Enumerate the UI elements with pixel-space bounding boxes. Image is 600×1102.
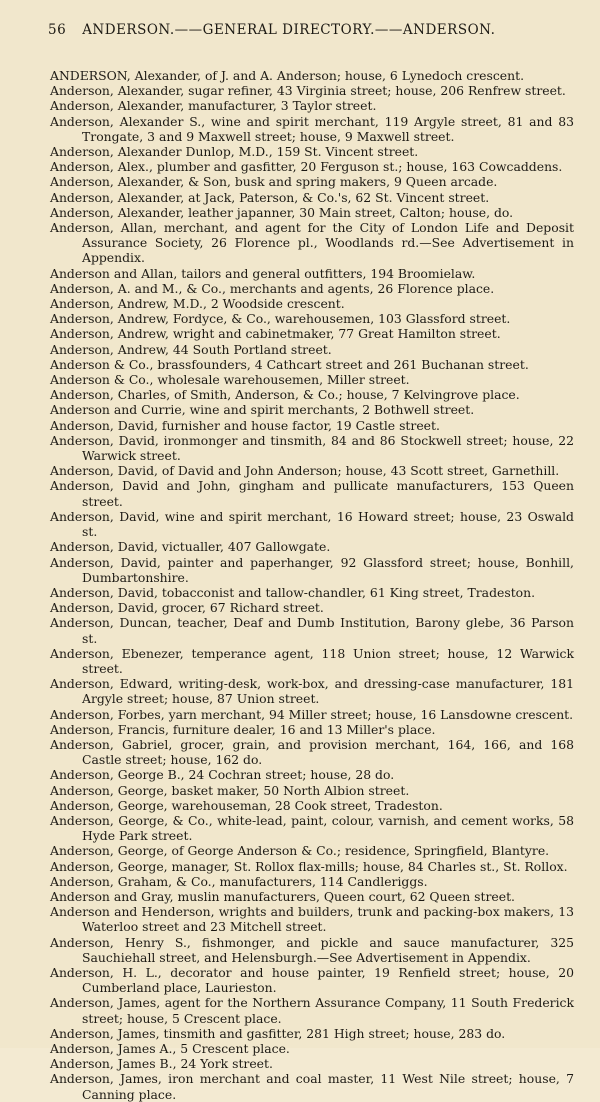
- directory-entry: Anderson, George B., 24 Cochran street; house, 28 do.: [50, 767, 395, 783]
- directory-entry: Anderson, George, & Co., white-lead, paint, colour, varnish, and cement works, 58 Hyde Park street.: [50, 812, 574, 844]
- page-header: [48, 22, 548, 38]
- directory-entry: Anderson, David, victualler, 407 Gallowgate.: [50, 539, 331, 555]
- directory-entry: Anderson, David, furnisher and house factor, 19 Castle street.: [50, 417, 440, 433]
- running-head-left: ANDERSON.: [82, 22, 175, 38]
- directory-entry: Anderson, James, tinsmith and gasfitter, 281 High street; house, 283 do.: [50, 1025, 506, 1041]
- directory-entry: Anderson, Alexander S., wine and spirit merchant, 119 Argyle street, 81 and 83 Trongate, 3 and 9 Maxwell street; house, 9 Maxwell street.: [50, 113, 574, 144]
- directory-entry: Anderson, Andrew, Fordyce, & Co., warehousemen, 103 Glassford street.: [50, 311, 511, 327]
- directory-entry: Anderson, James B., 24 York street.: [50, 1056, 273, 1072]
- directory-entry: Anderson & Co., brassfounders, 4 Cathcart street and 261 Buchanan street.: [50, 356, 529, 372]
- directory-entry: Anderson, Alexander, manufacturer, 3 Taylor street.: [50, 98, 377, 114]
- directory-entry: Anderson, Andrew, 44 South Portland street.: [50, 341, 332, 357]
- directory-entry: Anderson, Duncan, teacher, Deaf and Dumb Institution, Barony glebe, 36 Parson st.: [50, 615, 574, 646]
- directory-entry: Anderson and Allan, tailors and general outfitters, 194 Broomielaw.: [50, 265, 476, 281]
- header-dash-left: ——: [174, 22, 203, 38]
- directory-entry: Anderson and Gray, muslin manufacturers, Queen court, 62 Queen street.: [50, 888, 515, 904]
- directory-entry: Anderson, James, iron merchant and coal master, 11 West Nile street; house, 7 Canning place.: [50, 1071, 574, 1102]
- directory-entry: Anderson and Henderson, wrights and builders, trunk and packing-box makers, 13 Waterloo street and 23 Mitchell street.: [50, 904, 574, 935]
- directory-entry: Anderson, David, painter and paperhanger, 92 Glassford street; house, Bonhill, Dumbartonshire.: [50, 554, 574, 585]
- directory-entry: Anderson, Alexander, at Jack, Paterson, & Co.'s, 62 St. Vincent street.: [50, 189, 490, 205]
- running-head-right: ANDERSON.: [402, 22, 496, 38]
- directory-entry: Anderson, David, of David and John Anderson; house, 43 Scott street, Garnethill.: [50, 463, 560, 479]
- directory-entry: Anderson, Allan, merchant, and agent for the City of London Life and Deposit Assurance Society, 26 Florence pl., Woodlands rd.—See Advertisement in Appendix.: [50, 220, 574, 266]
- directory-entry: Anderson, H. L., decorator and house painter, 19 Renfield street; house, 20 Cumberland place, Laurieston.: [50, 964, 574, 996]
- directory-entry: Anderson, Ebenezer, temperance agent, 118 Union street; house, 12 Warwick street.: [50, 645, 574, 676]
- directory-entry: Anderson, David, grocer, 67 Richard street.: [50, 600, 324, 616]
- directory-entry: Anderson, Henry S., fishmonger, and pickle and sauce manufacturer, 325 Sauchiehall street, and Helensburgh.—See Advertisement in Appendix.: [50, 934, 574, 965]
- directory-entry: Anderson, Gabriel, grocer, grain, and provision merchant, 164, 166, and 168 Castle street; house, 162 do.: [50, 736, 574, 768]
- directory-entry: Anderson, Edward, writing-desk, work-box, and dressing-case manufacturer, 181 Argyle street; house, 87 Union street.: [50, 676, 574, 707]
- directory-entry: Anderson, George, warehouseman, 28 Cook street, Tradeston.: [50, 797, 443, 813]
- directory-entry: Anderson, George, of George Anderson & Co.; residence, Springfield, Blantyre.: [50, 843, 550, 859]
- directory-entry: Anderson, Alexander, sugar refiner, 43 Virginia street; house, 206 Renfrew street.: [50, 83, 566, 99]
- directory-entry: Anderson, Andrew, M.D., 2 Woodside crescent.: [50, 296, 345, 312]
- directory-entry: Anderson, Alex., plumber and gasfitter, 20 Ferguson st.; house, 163 Cowcaddens.: [50, 159, 563, 175]
- directory-entry: Anderson & Co., wholesale warehousemen, Miller street.: [50, 372, 410, 388]
- directory-entry: Anderson, David and John, gingham and pullicate manufacturers, 153 Queen street.: [50, 478, 574, 509]
- directory-entry: Anderson, Alexander, & Son, busk and spring makers, 9 Queen arcade.: [50, 174, 498, 190]
- directory-entry: Anderson, Alexander, leather japanner, 30 Main street, Calton; house, do.: [50, 204, 514, 220]
- directory-entry: Anderson and Currie, wine and spirit merchants, 2 Bothwell street.: [50, 402, 475, 418]
- directory-entry: Anderson, George, manager, St. Rollox flax-mills; house, 84 Charles st., St. Rollox.: [50, 858, 568, 874]
- directory-entry: Anderson, Graham, & Co., manufacturers, 114 Candleriggs.: [50, 873, 428, 889]
- running-head-title: GENERAL DIRECTORY.: [202, 22, 375, 38]
- directory-entry: Anderson, Francis, furniture dealer, 16 and 13 Miller's place.: [50, 721, 436, 737]
- directory-entry: Anderson, A. and M., & Co., merchants and agents, 26 Florence place.: [50, 280, 495, 296]
- directory-entry: Anderson, Andrew, wright and cabinetmaker, 77 Great Hamilton street.: [50, 326, 501, 342]
- directory-entry: Anderson, Charles, of Smith, Anderson, & Co.; house, 7 Kelvingrove place.: [50, 387, 520, 403]
- page-number: 56: [48, 22, 67, 38]
- header-dash-right: ——: [374, 22, 403, 38]
- directory-entry: Anderson, James, agent for the Northern Assurance Company, 11 South Frederick street; house, 5 Crescent place.: [50, 995, 574, 1026]
- directory-entry: Anderson, Alexander Dunlop, M.D., 159 St. Vincent street.: [50, 144, 419, 160]
- directory-entry: Anderson, James A., 5 Crescent place.: [50, 1041, 290, 1056]
- directory-entry: Anderson, David, tobacconist and tallow-chandler, 61 King street, Tradeston.: [50, 584, 536, 600]
- directory-entries: [50, 68, 574, 1102]
- directory-entry: Anderson, George, basket maker, 50 North Albion street.: [50, 782, 410, 798]
- directory-entry: Anderson, David, wine and spirit merchant, 16 Howard street; house, 23 Oswald st.: [50, 508, 574, 540]
- directory-entry: Anderson, David, ironmonger and tinsmith, 84 and 86 Stockwell street; house, 22 Warwick street.: [50, 432, 574, 464]
- directory-entry: Anderson, Forbes, yarn merchant, 94 Miller street; house, 16 Lansdowne crescent.: [50, 706, 574, 722]
- directory-entry: ANDERSON, Alexander, of J. and A. Anderson; house, 6 Lynedoch crescent.: [50, 68, 525, 83]
